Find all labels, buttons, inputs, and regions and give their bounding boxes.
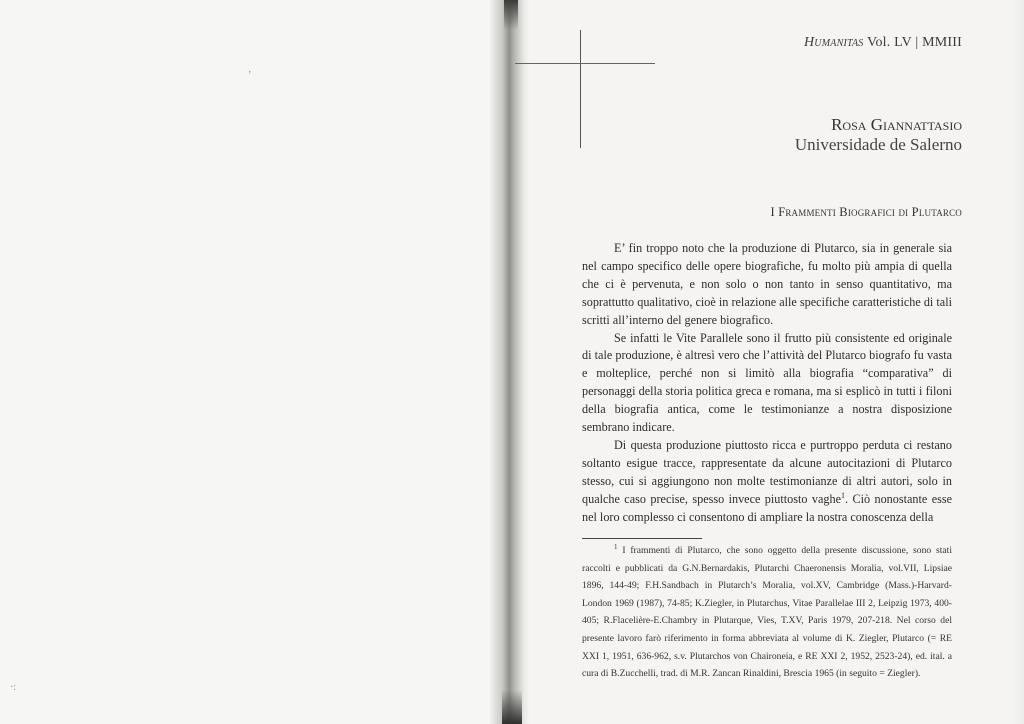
footnote-text: I frammenti di Plutarco, che sono oggetto della presente discussione, sono stati raccolti e pubblicati da G.N.Bernardakis, Plutarchi Chaeronensis Moralia, vol.VII, Lipsiae 1896, 144-49; F.H.Sandbach in Plutarch’s Moralia, vol.XV, Cambridge (Mass.)-Harvard-London 1969 (1987), 74-85; K.Ziegler, in Plutarchus, Vitae Parallelae III 2, Leipzig 1973, 400-405; R.Flacelière-E.Chambry in Plutarque, Vies, T.XV, Paris 1979, 207-218. Nel corso del presente lavoro farò riferimento in forma abbreviata al volume di K. Ziegler, Plutarco (= RE XXI 1, 1951, 636-962, s.v. Plutarchos von Chaironeia, e RE XXI 2, 1952, 2523-24), ed. ital. a cura di B.Zucchelli, trad. di M.R. Zancan Rinaldini, Brescia 1965 (in seguito = Ziegler).: [582, 545, 952, 680]
footnote-reference: 1: [841, 490, 845, 500]
author-affiliation: Universidade de Salerno: [794, 135, 962, 154]
year: MMIII: [922, 35, 962, 50]
crop-mark-horizontal: [515, 63, 655, 64]
volume: Vol. LV: [866, 35, 912, 50]
footnote-rule: [582, 538, 702, 539]
article-body: [582, 240, 952, 527]
left-blank-page: [0, 0, 498, 724]
scan-speck: ·:: [10, 682, 17, 693]
gutter-shadow-bottom: [502, 690, 522, 724]
gutter-shadow-top: [504, 0, 518, 30]
paragraph-1: E’ fin troppo noto che la produzione di Plutarco, sia in generale sia nel campo specifico delle opere biografiche, fu molto più ampia di quella che ci è pervenuta, e non solo o non tanto in senso quantitativo, ma soprattutto qualitativo, cioè in relazione alle specifiche caratteristiche di tali scritti all’interno del genere biografico.: [582, 241, 952, 327]
article-title: I Frammenti Biografici di Plutarco: [770, 205, 962, 219]
author-name: Rosa Giannattasio: [831, 115, 962, 134]
paragraph-3-continuation: Ciò nonostante esse nel loro complesso ci consentono di ampliare la nostra conoscenza della: [582, 491, 953, 524]
right-page-edge: [1010, 0, 1024, 724]
journal-name: Humanitas: [804, 35, 864, 50]
paragraph-3: Di questa produzione piuttosto ricca e purtroppo perduta ci restano soltanto esigue tracce, rappresentate da alcune autocitazioni di Plutarco stesso, cui si aggiungono non molte testimonianze di altri autori, solo in qualche caso precise, spesso invece piuttosto vaghe$^1$. Ciò nonostante esse nel loro complesso ci consentono di ampliare la nostra conoscenza della: [582, 437, 953, 524]
footnote-number: 1: [614, 542, 618, 551]
footnote-1: [582, 542, 952, 683]
footnote: [582, 542, 952, 683]
paragraph-2: Se infatti le Vite Parallele sono il frutto più consistente ed originale di tale produzione, è altresì vero che l’attività del Plutarco biografo fu vasta e molteplice, perché non si limitò alla biografia “comparativa” di personaggi della storia politica greca e romana, ma si esplicò in tutti i filoni della biografia antica, come le testimonianze a nostra disposizione sembrano indicare.: [582, 330, 952, 435]
running-head: [700, 35, 962, 51]
paragraph-3-text: Di questa produzione piuttosto ricca e purtroppo perduta ci restano soltanto esigue tracce, rappresentate da alcune autocitazioni di Plutarco stesso, cui si aggiungono non molte testimonianze di altri autori, solo in qualche caso precise, spesso invece piuttosto vaghe: [582, 437, 952, 506]
running-head-separator: |: [915, 35, 919, 50]
crop-mark-vertical: [580, 30, 581, 148]
scan-speck: ʼ: [248, 70, 252, 81]
book-gutter: [490, 0, 530, 724]
